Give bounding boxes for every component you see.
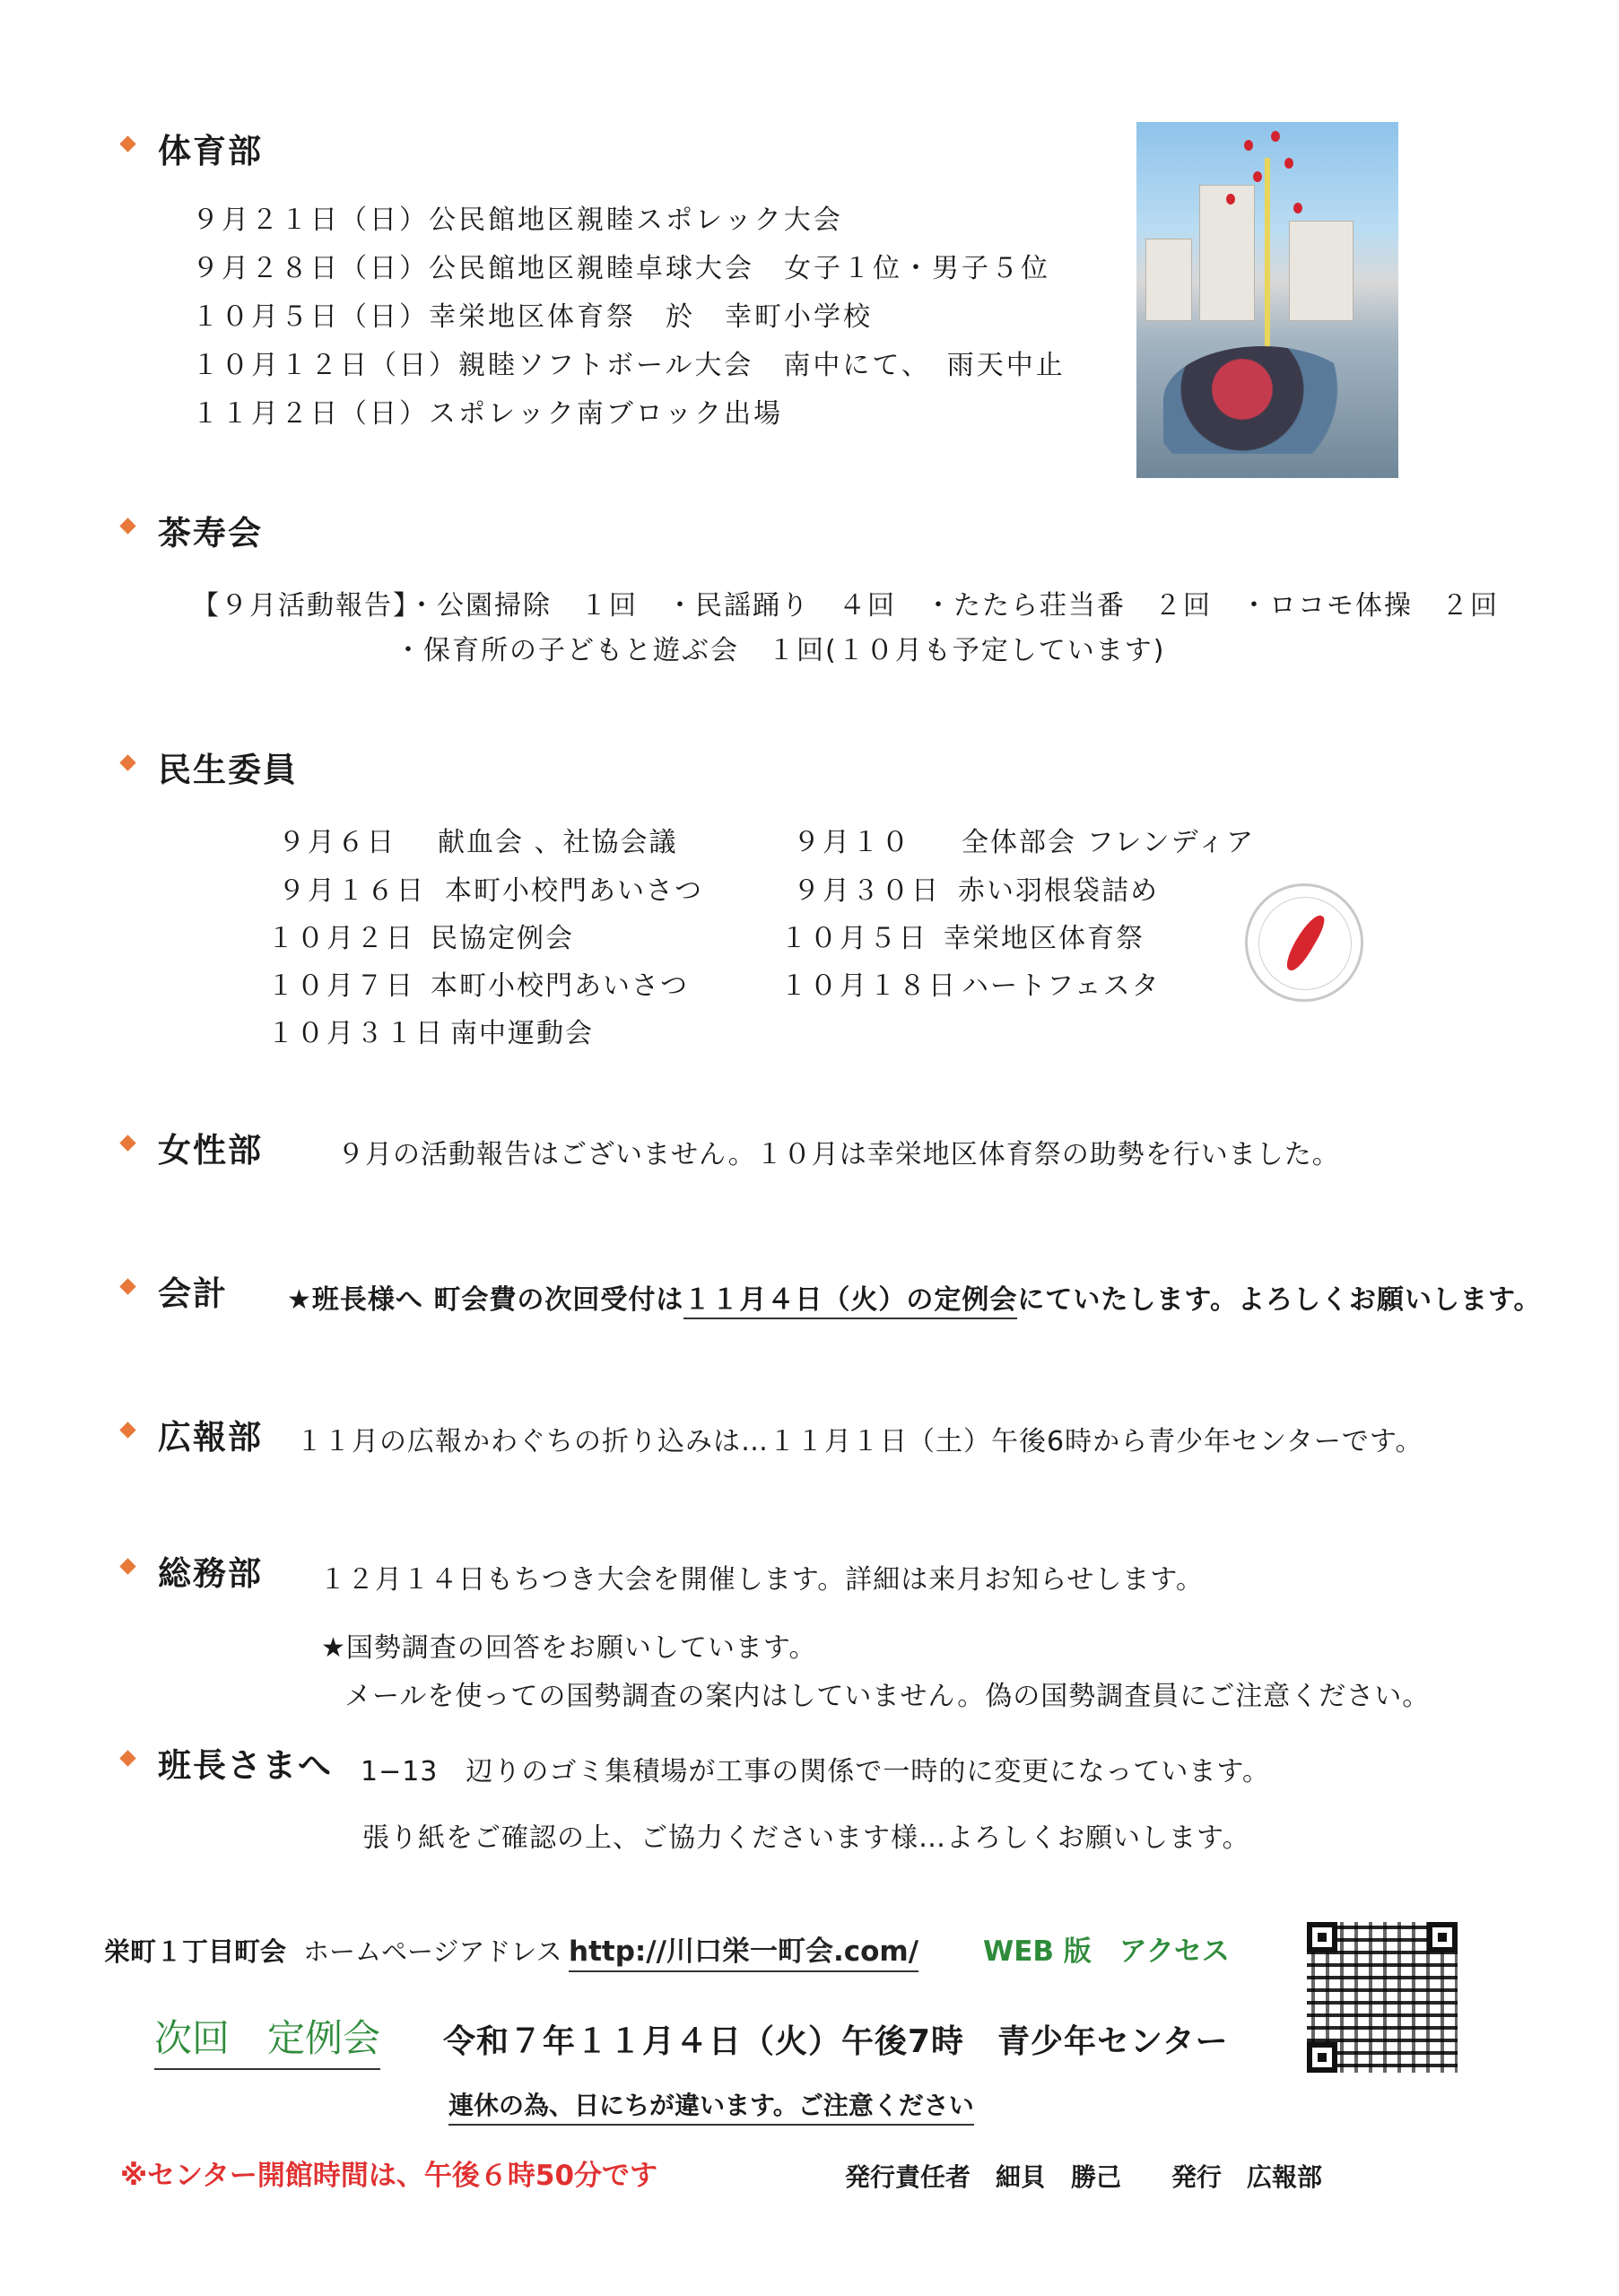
minsei-right-date-4: １０月１８日 [780, 970, 958, 1002]
section-bullet-icon [119, 1750, 135, 1766]
kaikei-text-c: にていたします。よろしくお願いします。 [1017, 1284, 1542, 1316]
minsei-right-event-2: 赤い羽根袋詰め [958, 875, 1159, 907]
minsei-right-date-1: ９月１０ [793, 827, 911, 858]
section-bullet-icon [119, 1558, 135, 1574]
taiiku-item-1: ９月２１日（日）公民館地区親睦スポレック大会 [192, 204, 843, 236]
minsei-right-event-3: 幸栄地区体育祭 [944, 923, 1145, 954]
soumu-line-2: ★国勢調査の回答をお願いしています。 [321, 1632, 817, 1664]
josei-heading: 女性部 [158, 1131, 263, 1170]
section-bullet-icon [119, 1422, 135, 1438]
minsei-left-event-5: 南中運動会 [450, 1018, 594, 1049]
taiiku-item-5: １１月２日（日）スポレック南ブロック出場 [192, 398, 784, 430]
minsei-left-event-3: 民協定例会 [431, 923, 574, 954]
chajukai-line-2: ・保育所の子どもと遊ぶ会 １回(１０月も予定しています) [395, 635, 1166, 666]
section-bullet-icon [119, 135, 135, 152]
taiiku-item-3: １０月５日（日）幸栄地区体育祭 於 幸町小学校 [192, 301, 873, 333]
kaikei-meeting-date: １１月４日（火）の定例会 [683, 1284, 1017, 1319]
minsei-right-event-1: 全体部会 フレンディア [962, 827, 1256, 858]
soumu-heading: 総務部 [158, 1554, 263, 1593]
minsei-right-date-3: １０月５日 [780, 923, 928, 954]
homepage-label: ホームページアドレス [303, 1936, 562, 1967]
sports-festival-photo [1136, 122, 1398, 478]
kouhou-text: １１月の広報かわぐちの折り込みは…１１月１日（土）午後6時から青少年センターです。 [296, 1426, 1423, 1457]
minsei-right-date-2: ９月３０日 [793, 875, 941, 907]
minsei-heading: 民生委員 [158, 751, 298, 789]
soumu-line-1: １２月１４日もちつき大会を開催します。詳細は来月お知らせします。 [319, 1564, 1204, 1596]
minsei-left-event-2: 本町小校門あいさつ [445, 875, 703, 907]
kaikei-text [287, 1277, 1542, 1317]
section-bullet-icon [119, 1135, 135, 1151]
josei-text: ９月の活動報告はございません。１０月は幸栄地区体育祭の助勢を行いました。 [337, 1139, 1340, 1170]
section-bullet-icon [119, 754, 135, 770]
minsei-left-date-4: １０月７日 [267, 970, 415, 1002]
chajukai-line-1: 【９月活動報告】・公園掃除 １回 ・民謡踊り ４回 ・たたら荘当番 ２回 ・ロコモ体操 ２回 [192, 590, 1499, 622]
taiiku-item-4: １０月１２日（日）親睦ソフトボール大会 南中にて、 雨天中止 [192, 350, 1066, 381]
taiiku-heading: 体育部 [158, 132, 263, 170]
minsei-left-date-5: １０月３１日 [267, 1018, 445, 1049]
taiiku-item-2: ９月２８日（日）公民館地区親睦卓球大会 女子１位・男子５位 [192, 253, 1050, 284]
homepage-url-link[interactable]: http://川口栄一町会.com/ [569, 1928, 918, 1972]
section-bullet-icon [119, 517, 135, 534]
minsei-left-event-1: 献血会 、社協会議 [438, 827, 678, 858]
holiday-notice: 連休の為、日にちが違います。ご注意ください [448, 2086, 974, 2126]
section-bullet-icon [119, 1278, 135, 1294]
next-meeting-label: 次回 定例会 [154, 2009, 380, 2070]
minsei-left-date-2: ９月１６日 [278, 875, 426, 907]
publisher-info: 発行責任者 細貝 勝己 発行 広報部 [845, 2162, 1323, 2192]
chajukai-heading: 茶寿会 [158, 514, 263, 552]
web-access-label: WEB 版 アクセス [983, 1935, 1230, 1968]
minsei-left-event-4: 本町小校門あいさつ [431, 970, 689, 1002]
next-meeting-date: 令和７年１１月４日（火）午後7時 青少年センター [443, 2023, 1229, 2060]
hanchou-line-1: 1−13 辺りのゴミ集積場が工事の関係で一時的に変更になっています。 [361, 1756, 1270, 1787]
minsei-right-event-4: ハートフェスタ [962, 970, 1161, 1002]
center-opening-time: ※センター開館時間は、午後６時50分です [120, 2160, 658, 2192]
minsei-left-date-1: ９月６日 [278, 827, 396, 858]
hanchou-heading: 班長さまへ [158, 1746, 333, 1785]
kouhou-heading: 広報部 [158, 1418, 263, 1457]
red-feather-icon [1245, 883, 1363, 1002]
hanchou-line-2: 張り紙をご確認の上、ご協力くださいます様…よろしくお願いします。 [362, 1822, 1250, 1854]
kaikei-text-a: ★班長様へ 町会費の次回受付は [287, 1284, 684, 1316]
kaikei-heading: 会計 [158, 1274, 228, 1313]
minsei-left-date-3: １０月２日 [267, 923, 415, 954]
org-name: 栄町１丁目町会 [104, 1936, 287, 1967]
qr-code-icon[interactable] [1307, 1922, 1458, 2073]
soumu-line-3: メールを使っての国勢調査の案内はしていません。偽の国勢調査員にご注意ください。 [344, 1681, 1431, 1712]
